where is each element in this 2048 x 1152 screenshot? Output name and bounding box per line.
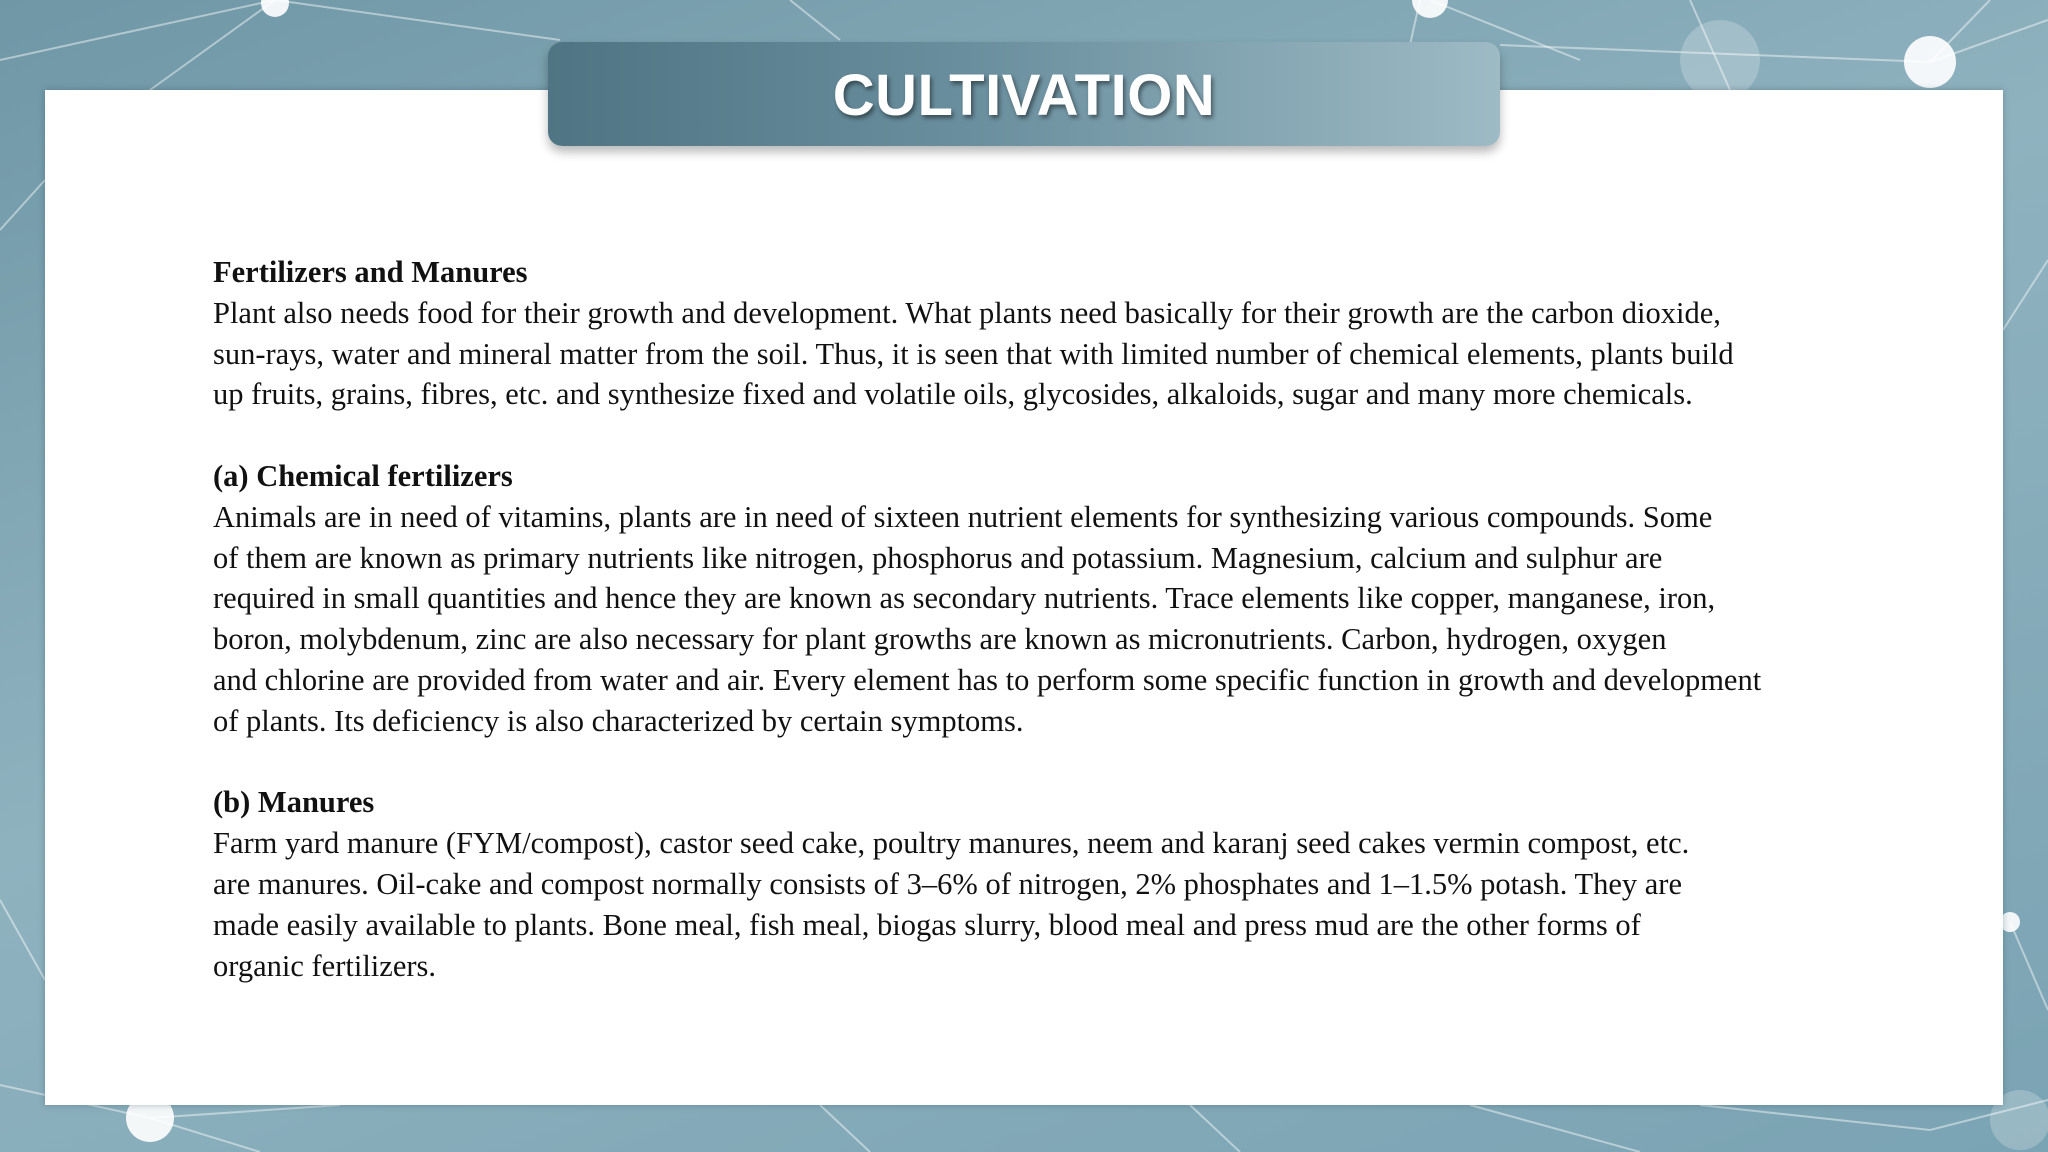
section-chemical-fertilizers — [213, 456, 1973, 742]
section-paragraph: Plant also needs food for their growth and development. What plants need basically for their growth are the carbon dioxide, sun-rays, water and mineral matter from the soil. Thus, it is seen that with limited number of chemical elements, plants build up fruits, grains, fibres, etc. and synthesize fixed and volatile oils, glycosides, alkaloids, sugar and many more chemicals. — [213, 295, 1734, 412]
section-paragraph: Animals are in need of vitamins, plants are in need of sixteen nutrient elements for synthesizing various compounds. Some of them are known as primary nutrients like nitrogen, phosphorus and potassium. Magnesium, calcium and sulphur are required in small quantities and hence they are known as secondary nutrients. Trace elements like copper, manganese, iron, boron, molybdenum, zinc are also necessary for plant growths are known as micronutrients. Carbon, hydrogen, oxygen and chlorine are provided from water and air. Every element has to perform some specific function in growth and development of plants. Its deficiency is also characterized by certain symptoms. — [213, 499, 1762, 738]
section-paragraph: Farm yard manure (FYM/compost), castor seed cake, poultry manures, neem and karanj seed cakes vermin compost, etc. are manures. Oil-cake and compost normally consists of 3–6% of nitrogen, 2% phosphates and 1–1.5% potash. They are made easily available to plants. Bone meal, fish meal, biogas slurry, blood meal and press mud are the other forms of organic fertilizers. — [213, 826, 1690, 983]
section-fertilizers-and-manures — [213, 252, 1973, 415]
section-heading: (b) Manures — [213, 785, 375, 820]
text-content — [213, 252, 1973, 1027]
slide-title: CULTIVATION — [832, 62, 1216, 128]
section-heading: Fertilizers and Manures — [213, 255, 528, 289]
section-manures — [213, 782, 1973, 986]
section-heading: (a) Chemical fertilizers — [213, 458, 513, 493]
title-banner — [548, 42, 1500, 146]
